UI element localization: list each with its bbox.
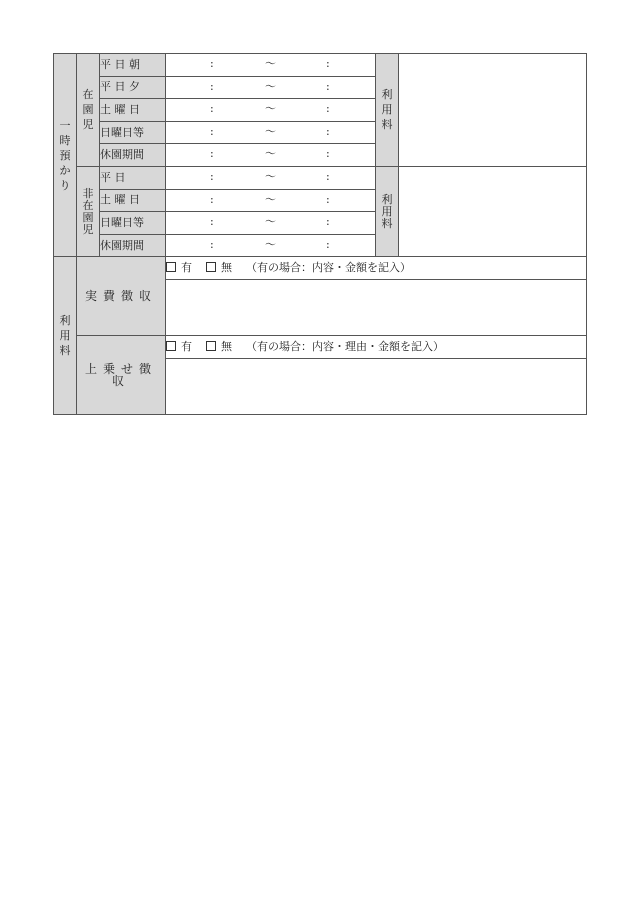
- actual-cost-label: 実費徴収: [77, 257, 166, 336]
- period-label: 休園期間: [100, 144, 166, 167]
- extra-charge-no-checkbox[interactable]: [206, 341, 216, 351]
- actual-cost-note: （有の場合：内容・金額を記入）: [246, 261, 411, 275]
- period-label: 土 曜 日: [100, 99, 166, 122]
- non-enrolled-fee-label: 利 用 料: [376, 166, 399, 256]
- period-label: 土 曜 日: [100, 189, 166, 212]
- actual-cost-options: 有 無 （有の場合：内容・金額を記入）: [166, 257, 587, 280]
- period-label: 休園期間: [100, 234, 166, 257]
- time-range-field[interactable]: : 〜 :: [166, 121, 376, 144]
- extra-charge-label: 上乗せ徴収: [77, 335, 166, 414]
- time-range-field[interactable]: : 〜 :: [166, 189, 376, 212]
- childcare-fee-form: [53, 53, 587, 415]
- period-label: 平 日: [100, 166, 166, 189]
- time-range-field[interactable]: : 〜 :: [166, 234, 376, 257]
- actual-cost-details-field[interactable]: [166, 279, 587, 335]
- period-label: 日曜日等: [100, 121, 166, 144]
- actual-cost-yes-checkbox[interactable]: [166, 262, 176, 272]
- time-range-field[interactable]: : 〜 :: [166, 76, 376, 99]
- extra-charge-yes-checkbox[interactable]: [166, 341, 176, 351]
- period-label: 平 日 朝: [100, 54, 166, 77]
- period-label: 平 日 夕: [100, 76, 166, 99]
- time-range-field[interactable]: : 〜 :: [166, 212, 376, 235]
- extra-charge-note: （有の場合：内容・理由・金額を記入）: [246, 339, 444, 353]
- non-enrolled-children-label: 非 在 園 児: [77, 166, 100, 256]
- non-enrolled-fee-field[interactable]: [399, 166, 587, 256]
- actual-cost-no-checkbox[interactable]: [206, 262, 216, 272]
- enrolled-fee-label: 利 用 料: [376, 54, 399, 167]
- time-range-field[interactable]: : 〜 :: [166, 54, 376, 77]
- extra-charge-options: 有 無 （有の場合：内容・理由・金額を記入）: [166, 335, 587, 358]
- time-range-field[interactable]: : 〜 :: [166, 166, 376, 189]
- enrolled-fee-field[interactable]: [399, 54, 587, 167]
- extra-charge-details-field[interactable]: [166, 358, 587, 414]
- enrolled-children-label: 在 園 児: [77, 54, 100, 167]
- temporary-care-label: 一 時 預 か り: [54, 54, 77, 257]
- time-range-field[interactable]: : 〜 :: [166, 144, 376, 167]
- time-range-field[interactable]: : 〜 :: [166, 99, 376, 122]
- period-label: 日曜日等: [100, 212, 166, 235]
- usage-fee-label: 利 用 料: [54, 257, 77, 414]
